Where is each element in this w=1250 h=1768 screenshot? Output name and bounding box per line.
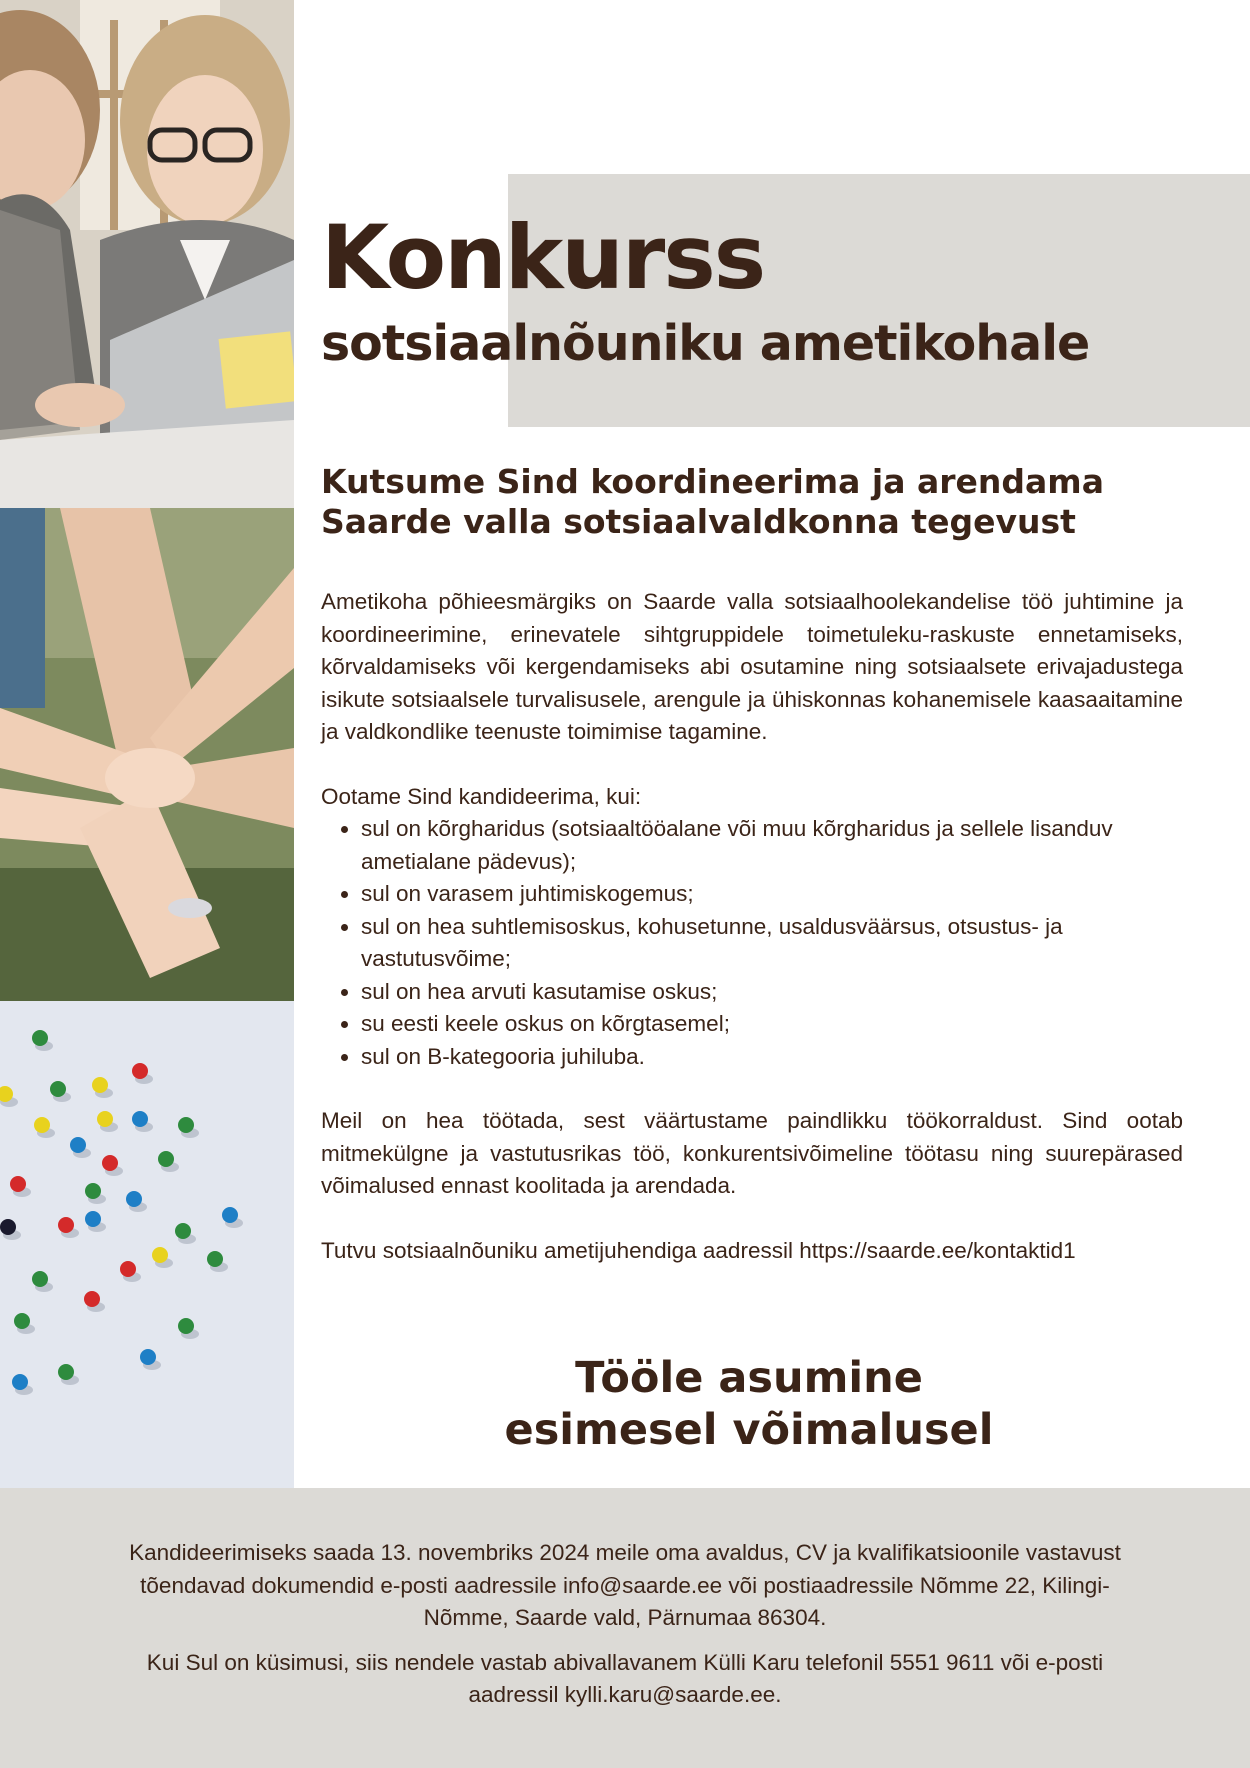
pushpin	[50, 1081, 66, 1097]
pushpin	[10, 1176, 26, 1192]
invitation-heading-line-2: Saarde valla sotsiaalvaldkonna tegevust	[321, 502, 1076, 541]
pushpin	[14, 1313, 30, 1329]
pushpin	[85, 1183, 101, 1199]
pushpin	[222, 1207, 238, 1223]
pushpin	[132, 1111, 148, 1127]
colored-pushpins-photo	[0, 1001, 294, 1488]
women-at-laptop-photo	[0, 0, 294, 508]
start-date-line-1: Tööle asumine	[575, 1353, 923, 1403]
requirements-list	[321, 813, 1183, 1073]
start-date-line-2: esimesel võimalusel	[504, 1405, 994, 1455]
pushpin	[175, 1223, 191, 1239]
requirement-item: • sul on hea suhtlemisoskus, kohusetunne, usaldusväärsus, otsustus- ja vastutusvõime;	[361, 911, 1183, 976]
pushpin	[34, 1117, 50, 1133]
pushpin	[152, 1247, 168, 1263]
pushpin	[58, 1364, 74, 1380]
job-description-link-text: Tutvu sotsiaalnõuniku ametijuhendiga aadressil https://saarde.ee/kontaktid1	[321, 1237, 1076, 1263]
contact-information: Kui Sul on küsimusi, siis nendele vastab abivallavanem Külli Karu telefonil 5551 9611 või e-posti aadressil kylli.karu@saarde.ee.	[146, 1649, 1104, 1707]
invitation-heading	[321, 462, 1201, 542]
page-title: Konkurss	[321, 206, 765, 309]
pushpin	[178, 1117, 194, 1133]
page-subtitle: sotsiaalnõuniku ametikohale	[321, 315, 1090, 372]
pushpin	[58, 1217, 74, 1233]
pushpin	[70, 1137, 86, 1153]
pushpin	[97, 1111, 113, 1127]
requirement-item: • sul on hea arvuti kasutamise oskus;	[361, 976, 1183, 1009]
invitation-heading-line-1: Kutsume Sind koordineerima ja arendama	[321, 462, 1104, 501]
main-content	[321, 586, 1183, 1267]
pushpin	[132, 1063, 148, 1079]
pushpin	[120, 1261, 136, 1277]
stacked-hands-photo	[0, 508, 294, 1001]
start-date-heading	[294, 1352, 1204, 1456]
pushpin	[84, 1291, 100, 1307]
offer-paragraph: Meil on hea töötada, sest väärtustame paindlikku töökorraldust. Sind ootab mitmekülgne ja vastutusrikas töö, konkurentsivõimeline töötasu ning suurepärased võimalused ennast koolitada ja arendada.	[321, 1108, 1183, 1198]
requirement-item: • sul on B-kategooria juhiluba.	[361, 1041, 1183, 1074]
pushpin	[32, 1271, 48, 1287]
pushpin	[12, 1374, 28, 1390]
requirement-item: • su eesti keele oskus on kõrgtasemel;	[361, 1008, 1183, 1041]
pushpin	[140, 1349, 156, 1365]
requirement-item: • sul on varasem juhtimiskogemus;	[361, 878, 1183, 911]
application-instructions: Kandideerimiseks saada 13. novembriks 2024 meile oma avaldus, CV ja kvalifikatsioonile vastavust tõendavad dokumendid e-posti aadressile info@saarde.ee või postiaadressile Nõmme 22, Kilingi-Nõmme, Saarde vald, Pärnumaa 86304.	[129, 1540, 1121, 1630]
pushpin	[32, 1030, 48, 1046]
pushpin	[102, 1155, 118, 1171]
pushpin	[158, 1151, 174, 1167]
pushpin	[85, 1211, 101, 1227]
pushpin	[207, 1251, 223, 1267]
requirements-lead: Ootame Sind kandideerima, kui:	[321, 783, 642, 809]
footer-panel	[0, 1488, 1250, 1768]
pushpin	[92, 1077, 108, 1093]
intro-paragraph: Ametikoha põhieesmärgiks on Saarde valla sotsiaalhoolekandelise töö juhtimine ja koordineerimine, erinevatele sihtgruppidele toimetuleku-raskuste ennetamiseks, kõrvaldamiseks või kergendamiseks abi osutamine ning sotsiaalsete erivajadustega isikute sotsiaalsele turvalisusele, arengule ja ühiskonnas kohanemisele kaasaaitamine ja valdkondlike teenuste toimimise tagamine.	[321, 589, 1183, 744]
pushpin	[178, 1318, 194, 1334]
pushpin	[126, 1191, 142, 1207]
photo-column	[0, 0, 294, 1488]
pushpin	[0, 1219, 16, 1235]
requirement-item: • sul on kõrgharidus (sotsiaaltööalane või muu kõrgharidus ja sellele lisanduv ametialane pädevus);	[361, 813, 1183, 878]
